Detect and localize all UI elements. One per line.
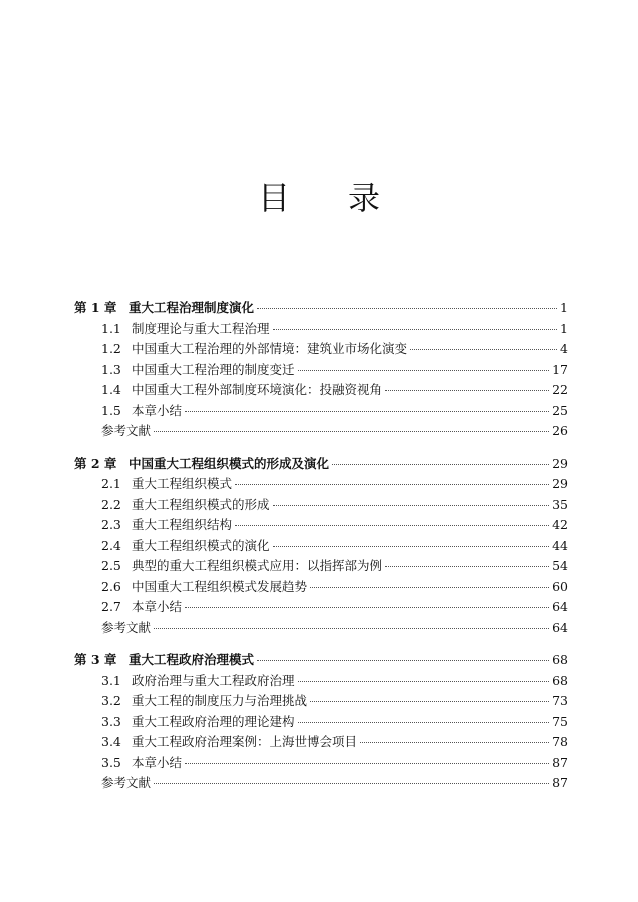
- section-entry-title: [74, 712, 295, 730]
- section-entry-title: [74, 380, 382, 398]
- chapter-entry-number: 第 3 章: [74, 652, 117, 667]
- section-entry[interactable]: [74, 319, 568, 340]
- references-entry-text: 参考文献: [101, 619, 152, 635]
- section-entry-page-number: 54: [552, 558, 568, 573]
- section-entry-number: 1.4: [101, 382, 121, 397]
- section-entry-number: 1.3: [101, 361, 121, 377]
- section-entry[interactable]: [74, 339, 568, 360]
- page-title-char-2: 录: [348, 179, 381, 217]
- section-entry-page-number: 60: [552, 578, 568, 594]
- section-entry-number: 2.1: [101, 476, 121, 491]
- section-entry-page-number: 64: [552, 599, 568, 614]
- dot-leader: [298, 722, 550, 723]
- references-entry-text: 参考文献: [101, 775, 152, 790]
- references-entry-title: [74, 618, 151, 636]
- section-entry-title: [74, 515, 232, 533]
- chapter-entry[interactable]: [74, 650, 568, 671]
- chapter-entry-text: 重大工程治理制度演化: [129, 300, 255, 315]
- section-entry[interactable]: [74, 556, 568, 577]
- section-entry[interactable]: [74, 360, 568, 381]
- dot-leader: [310, 701, 549, 702]
- section-entry-number: 3.4: [101, 734, 121, 749]
- references-entry-title: [74, 773, 151, 791]
- section-entry-text: 政府治理与重大工程政府治理: [132, 672, 295, 688]
- section-entry-page-number: 22: [552, 382, 568, 397]
- section-entry-page-number: 29: [552, 476, 568, 491]
- section-entry-text: 中国重大工程治理的制度变迁: [132, 361, 295, 377]
- dot-leader: [332, 464, 549, 465]
- section-entry[interactable]: [74, 753, 568, 774]
- section-entry-title: [74, 495, 270, 513]
- section-entry-text: 本章小结: [132, 402, 183, 418]
- section-entry-page-number: 68: [552, 672, 568, 688]
- section-entry-number: 3.1: [101, 672, 121, 688]
- section-entry-text: 重大工程组织结构: [132, 517, 233, 532]
- section-entry-number: 2.5: [101, 558, 121, 573]
- chapter-block: [74, 650, 568, 794]
- section-entry-number: 3.5: [101, 754, 121, 770]
- section-entry-title: [74, 732, 357, 750]
- section-entry-text: 重大工程组织模式的演化: [132, 537, 270, 553]
- section-entry-page-number: 75: [552, 713, 568, 729]
- section-entry-page-number: 87: [552, 754, 568, 770]
- dot-leader: [360, 742, 549, 743]
- section-entry[interactable]: [74, 495, 568, 516]
- dot-leader: [273, 505, 550, 506]
- section-entry-page-number: 44: [552, 537, 568, 553]
- section-entry-text: 制度理论与重大工程治理: [132, 320, 270, 336]
- section-entry-page-number: 17: [552, 361, 568, 377]
- references-entry[interactable]: [74, 421, 568, 442]
- chapter-entry-text: 重大工程政府治理模式: [129, 652, 255, 667]
- section-entry[interactable]: [74, 732, 568, 753]
- section-entry-text: 中国重大工程外部制度环境演化：投融资视角: [132, 382, 383, 397]
- section-entry-number: 2.7: [101, 599, 121, 614]
- dot-leader: [385, 390, 549, 391]
- section-entry-text: 本章小结: [132, 754, 183, 770]
- dot-leader: [385, 566, 549, 567]
- section-entry-number: 2.6: [101, 578, 121, 594]
- chapter-entry-page-number: 1: [560, 300, 568, 315]
- section-entry-text: 中国重大工程治理的外部情境：建筑业市场化演变: [132, 341, 408, 356]
- references-entry-text: 参考文献: [101, 423, 152, 438]
- section-entry-title: [74, 360, 295, 378]
- chapter-entry-title: [74, 650, 254, 668]
- chapter-entry-number: 第 2 章: [74, 455, 117, 471]
- section-entry[interactable]: [74, 597, 568, 618]
- chapter-entry-title: [74, 298, 254, 316]
- section-entry-number: 3.2: [101, 693, 121, 708]
- section-entry-text: 重大工程组织模式: [132, 476, 233, 491]
- section-entry-title: [74, 691, 307, 709]
- section-entry-number: 1.1: [101, 320, 121, 336]
- section-entry-text: 重大工程政府治理案例：上海世博会项目: [132, 734, 358, 749]
- chapter-entry-text: 中国重大工程组织模式的形成及演化: [129, 455, 330, 471]
- section-entry[interactable]: [74, 577, 568, 598]
- section-entry-title: [74, 753, 182, 771]
- page-title-char-1: 目: [257, 179, 290, 217]
- chapter-block: [74, 298, 568, 442]
- section-entry-page-number: 42: [552, 517, 568, 532]
- section-entry-text: 本章小结: [132, 599, 183, 614]
- section-entry-number: 2.2: [101, 496, 121, 512]
- section-entry[interactable]: [74, 712, 568, 733]
- dot-leader: [298, 681, 550, 682]
- section-entry[interactable]: [74, 536, 568, 557]
- section-entry-number: 1.5: [101, 402, 121, 418]
- references-entry-page-number: 87: [552, 775, 568, 790]
- section-entry-title: [74, 339, 407, 357]
- section-entry-title: [74, 536, 270, 554]
- dot-leader: [235, 484, 549, 485]
- chapter-entry-page-number: 68: [552, 652, 568, 667]
- dot-leader: [154, 431, 549, 432]
- dot-leader: [154, 783, 549, 784]
- references-entry[interactable]: [74, 773, 568, 794]
- chapter-entry-number: 第 1 章: [74, 300, 117, 315]
- section-entry-page-number: 35: [552, 496, 568, 512]
- section-entry-text: 重大工程的制度压力与治理挑战: [132, 693, 308, 708]
- section-entry[interactable]: [74, 691, 568, 712]
- section-entry-text: 重大工程政府治理的理论建构: [132, 713, 295, 729]
- references-entry-page-number: 26: [552, 423, 568, 438]
- section-entry-page-number: 78: [552, 734, 568, 749]
- references-entry[interactable]: [74, 618, 568, 639]
- table-of-contents: [74, 298, 568, 806]
- dot-leader: [185, 763, 549, 764]
- dot-leader: [310, 587, 549, 588]
- dot-leader: [185, 607, 549, 608]
- section-entry-text: 典型的重大工程组织模式应用：以指挥部为例: [132, 558, 383, 573]
- section-entry[interactable]: [74, 401, 568, 422]
- page-title: [0, 178, 638, 218]
- dot-leader: [257, 660, 549, 661]
- section-entry-number: 2.4: [101, 537, 121, 553]
- section-entry[interactable]: [74, 380, 568, 401]
- section-entry-title: [74, 577, 307, 595]
- section-entry-title: [74, 556, 382, 574]
- section-entry[interactable]: [74, 515, 568, 536]
- chapter-entry[interactable]: [74, 298, 568, 319]
- dot-leader: [273, 546, 550, 547]
- chapter-entry-title: [74, 454, 329, 472]
- section-entry[interactable]: [74, 474, 568, 495]
- chapter-block: [74, 454, 568, 639]
- dot-leader: [273, 329, 558, 330]
- section-entry-page-number: 73: [552, 693, 568, 708]
- section-entry-title: [74, 671, 295, 689]
- section-entry-page-number: 4: [560, 341, 568, 356]
- dot-leader: [154, 628, 549, 629]
- references-entry-page-number: 64: [552, 619, 568, 635]
- references-entry-title: [74, 421, 151, 439]
- dot-leader: [235, 525, 549, 526]
- chapter-entry[interactable]: [74, 454, 568, 475]
- section-entry-title: [74, 597, 182, 615]
- dot-leader: [410, 349, 557, 350]
- section-entry-page-number: 25: [552, 402, 568, 418]
- section-entry-page-number: 1: [560, 320, 568, 336]
- chapter-entry-page-number: 29: [552, 455, 568, 471]
- section-entry-number: 3.3: [101, 713, 121, 729]
- section-entry-title: [74, 401, 182, 419]
- section-entry-title: [74, 319, 270, 337]
- section-entry-title: [74, 474, 232, 492]
- dot-leader: [298, 370, 550, 371]
- section-entry-number: 2.3: [101, 517, 121, 532]
- section-entry[interactable]: [74, 671, 568, 692]
- section-entry-text: 中国重大工程组织模式发展趋势: [132, 578, 308, 594]
- section-entry-text: 重大工程组织模式的形成: [132, 496, 270, 512]
- dot-leader: [185, 411, 549, 412]
- dot-leader: [257, 308, 557, 309]
- section-entry-number: 1.2: [101, 341, 121, 356]
